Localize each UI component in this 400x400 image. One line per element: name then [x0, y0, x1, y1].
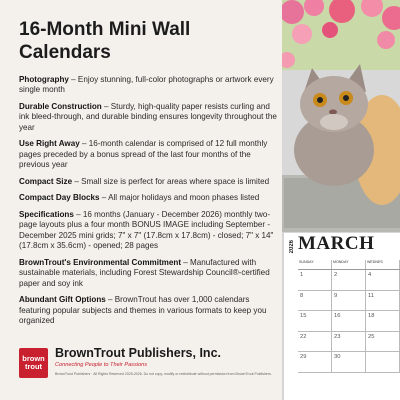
calendar-date: 8 — [300, 292, 304, 299]
calendar-date: 29 — [300, 354, 307, 360]
feature-label: Durable Construction — [19, 102, 102, 111]
feature-text: Enjoy stunning, full-color photographs or artwork every single month — [19, 75, 274, 95]
calendar-day-cell — [366, 291, 400, 311]
calendar-page — [284, 233, 400, 400]
calendar-day-cell — [332, 291, 366, 311]
calendar-date: 1 — [300, 272, 304, 278]
calendar-grid — [298, 260, 400, 373]
calendar-week-row — [298, 332, 400, 353]
cat-photo-illustration — [282, 0, 400, 232]
feature-label: Photography — [19, 75, 69, 84]
feature-label: Compact Size — [19, 176, 73, 186]
calendar-year: 2026 — [289, 240, 295, 254]
day-header: SUNDAY — [298, 260, 332, 269]
calendar-day-cell — [332, 352, 366, 372]
calendar-week-row — [298, 270, 400, 291]
calendar-date: 4 — [368, 272, 372, 278]
feature-text: 16-month calendar is comprised of 12 full monthly pages preceded by a bonus spread of the last four months of the previous year — [19, 139, 268, 170]
feature-label: Specifications — [19, 210, 74, 219]
feature-text: All major holidays and moon phases listed — [108, 193, 260, 203]
calendar-week-row — [298, 311, 400, 332]
calendar-day-cell — [298, 311, 332, 331]
calendar-day-cell — [332, 332, 366, 352]
logo-text-line1: brown — [22, 354, 45, 363]
calendar-day-cell — [366, 311, 400, 331]
day-header: MONDAY — [332, 260, 366, 269]
calendar-week-row — [298, 352, 400, 373]
feature-separator: – — [73, 210, 83, 219]
feature-item — [19, 139, 281, 170]
calendar-date: 23 — [334, 333, 341, 340]
calendar-date: 2 — [334, 272, 338, 278]
calendar-date: 11 — [368, 292, 375, 299]
calendar-day-cell — [332, 311, 366, 331]
feature-text: Small size is perfect for areas where space is limited — [81, 176, 270, 186]
calendar-day-cell — [366, 332, 400, 352]
calendar-preview — [282, 0, 400, 400]
calendar-date: 30 — [334, 354, 341, 360]
calendar-day-cell — [366, 270, 400, 290]
feature-label: BrownTrout's Environmental Commitment — [19, 257, 182, 267]
calendar-day-cell — [366, 352, 400, 372]
calendar-day-cell — [298, 291, 332, 311]
calendar-date: 16 — [334, 313, 341, 319]
feature-text: BrownTrout has over 1,000 calendars featuring popular subjects and themes in various formats to keep you organized — [19, 295, 267, 326]
feature-separator: – — [105, 295, 115, 305]
feature-list — [19, 75, 281, 333]
calendar-month: MARCH — [298, 233, 375, 254]
feature-label: Compact Day Blocks — [19, 193, 100, 203]
publisher-footer — [19, 346, 274, 392]
page-title: 16-Month Mini Wall Calendars — [19, 19, 191, 63]
feature-text: Sturdy, high-quality paper resists curling and ink bleed-through, and durable binding ensures longevity throughout the year — [19, 102, 277, 132]
calendar-date: 9 — [334, 292, 338, 299]
feature-item — [19, 258, 281, 289]
feature-item — [19, 102, 281, 133]
calendar-date: 25 — [368, 333, 375, 340]
calendar-date: 15 — [300, 313, 307, 319]
calendar-day-cell — [298, 270, 332, 290]
feature-text: Manufactured with sustainable materials, including Forest Stewardship Council®-certified paper and soy ink — [19, 257, 270, 288]
calendar-day-cell — [332, 270, 366, 290]
feature-separator: – — [72, 176, 82, 186]
cat-photo — [282, 0, 400, 232]
feature-item — [19, 210, 281, 252]
feature-item — [19, 75, 281, 96]
feature-label: Use Right Away — [19, 139, 80, 149]
calendar-date: 22 — [300, 333, 307, 340]
logo-text-line2: trout — [24, 362, 43, 371]
feature-separator: – — [181, 257, 191, 267]
feature-separator: – — [99, 193, 109, 203]
feature-separator: – — [79, 139, 89, 149]
publisher-name: BrownTrout Publishers, Inc. — [55, 346, 221, 360]
feature-item — [19, 177, 281, 187]
publisher-tagline: Connecting People to Their Passions — [55, 362, 148, 368]
calendar-date: 18 — [368, 313, 375, 319]
calendar-day-headers — [298, 260, 400, 270]
feature-item — [19, 193, 281, 203]
day-header: WEDNES — [366, 260, 400, 269]
legal-notice: BrownTrout Publishers · All Rights Reserved 2025-2026. Do not copy, modify or redistribute without permission from BrownTrout Publishers. — [55, 372, 272, 376]
feature-separator: – — [68, 75, 78, 84]
browntrout-logo — [19, 348, 48, 378]
calendar-day-cell — [298, 352, 332, 372]
feature-text: 16 months (January - December 2026) monthly two-page layouts plus a four month BONUS IMAGE including September - December 2025 mini grids; 7" x 7" (17.8cm x 17.8cm) - closed; 7" x 14" (17.8cm x 35.6cm) - opened; 28 pages — [19, 210, 274, 251]
feature-label: Abundant Gift Options — [19, 295, 106, 305]
feature-separator: – — [101, 102, 111, 111]
calendar-week-row — [298, 291, 400, 312]
feature-item — [19, 295, 281, 326]
calendar-day-cell — [298, 332, 332, 352]
